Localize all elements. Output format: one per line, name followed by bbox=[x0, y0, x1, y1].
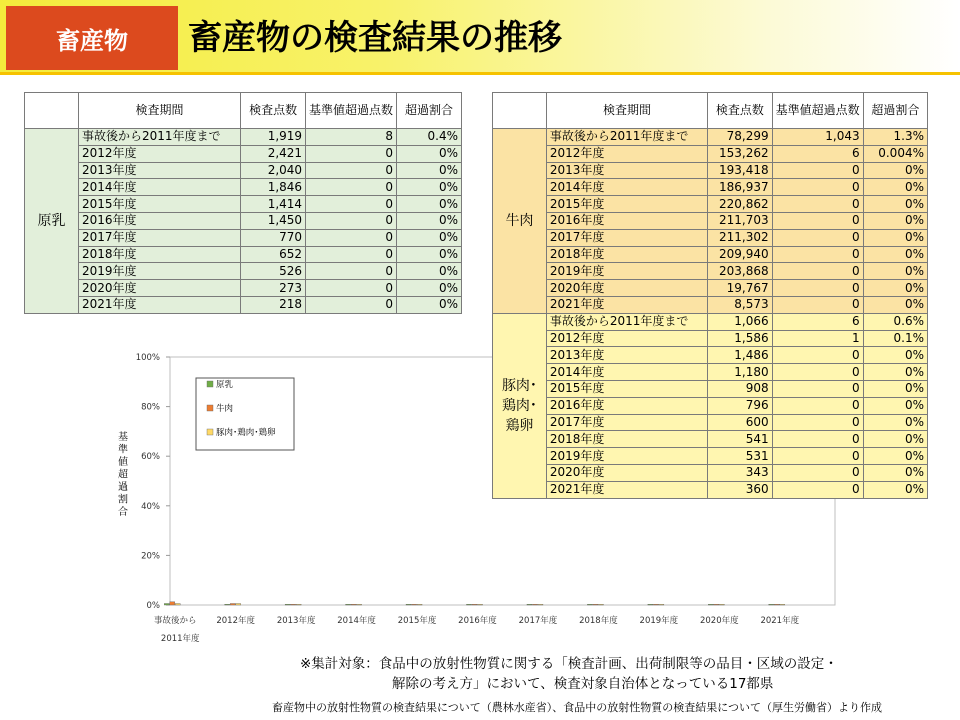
exceed-cell: 0 bbox=[772, 464, 863, 481]
exceed-cell: 0 bbox=[772, 280, 863, 297]
bar bbox=[780, 604, 785, 605]
bar bbox=[527, 604, 532, 605]
period-cell: 2015年度 bbox=[546, 196, 707, 213]
table-row bbox=[25, 179, 462, 196]
bar bbox=[648, 604, 653, 605]
bar bbox=[472, 604, 477, 605]
period-cell: 事故後から2011年度まで bbox=[546, 313, 707, 330]
bar bbox=[175, 604, 180, 606]
table-row bbox=[493, 129, 928, 146]
period-cell: 2016年度 bbox=[546, 212, 707, 229]
ratio-cell: 0% bbox=[863, 414, 927, 431]
table-row bbox=[493, 414, 928, 431]
x-tick-label: 2019年度 bbox=[639, 616, 679, 626]
ratio-cell: 0% bbox=[863, 448, 927, 465]
exceed-cell: 0 bbox=[772, 179, 863, 196]
legend-swatch bbox=[207, 429, 213, 435]
group-label: 原乳 bbox=[25, 129, 79, 314]
legend-swatch bbox=[207, 405, 213, 411]
ratio-cell: 0% bbox=[863, 162, 927, 179]
x-tick-label: 2020年度 bbox=[699, 616, 739, 626]
period-cell: 2014年度 bbox=[546, 179, 707, 196]
table-row bbox=[493, 212, 928, 229]
x-tick-label: 事故後から bbox=[153, 616, 197, 626]
legend-label: 牛肉 bbox=[216, 404, 234, 414]
count-cell: 343 bbox=[708, 464, 773, 481]
header-underline bbox=[0, 72, 960, 75]
ratio-cell: 0% bbox=[863, 380, 927, 397]
exceed-cell: 0 bbox=[772, 246, 863, 263]
count-header: 検査点数 bbox=[708, 93, 773, 129]
count-cell: 360 bbox=[708, 481, 773, 498]
y-tick-label: 20% bbox=[141, 551, 160, 562]
table-row bbox=[25, 212, 462, 229]
period-cell: 2017年度 bbox=[78, 229, 240, 246]
table-row bbox=[493, 246, 928, 263]
exceed-cell: 0 bbox=[772, 347, 863, 364]
exceed-cell: 0 bbox=[306, 162, 397, 179]
x-tick-label: 2017年度 bbox=[518, 616, 558, 626]
bar bbox=[351, 604, 356, 605]
group-header bbox=[493, 93, 547, 129]
period-header: 検査期間 bbox=[78, 93, 240, 129]
y-axis-label: 基準値超過割合 bbox=[118, 432, 128, 518]
table-row bbox=[493, 280, 928, 297]
period-cell: 2012年度 bbox=[546, 330, 707, 347]
ratio-cell: 0% bbox=[863, 263, 927, 280]
count-cell: 526 bbox=[241, 263, 306, 280]
period-cell: 2018年度 bbox=[546, 431, 707, 448]
exceed-cell: 0 bbox=[306, 263, 397, 280]
count-cell: 1,486 bbox=[708, 347, 773, 364]
ratio-cell: 0.6% bbox=[863, 313, 927, 330]
page-title: 畜産物の検査結果の推移 bbox=[188, 17, 562, 58]
legend-swatch bbox=[207, 381, 213, 387]
count-cell: 770 bbox=[241, 229, 306, 246]
ratio-cell: 0% bbox=[863, 364, 927, 381]
exceed-cell: 0 bbox=[772, 414, 863, 431]
bar bbox=[467, 604, 472, 605]
exceed-cell: 6 bbox=[772, 313, 863, 330]
exceed-cell: 0 bbox=[772, 296, 863, 313]
period-cell: 2019年度 bbox=[546, 263, 707, 280]
table-row bbox=[25, 296, 462, 313]
period-cell: 2017年度 bbox=[546, 414, 707, 431]
period-cell: 2013年度 bbox=[546, 162, 707, 179]
count-cell: 273 bbox=[241, 280, 306, 297]
exceed-cell: 6 bbox=[772, 145, 863, 162]
ratio-cell: 0% bbox=[397, 246, 462, 263]
table-row bbox=[25, 145, 462, 162]
period-cell: 2012年度 bbox=[78, 145, 240, 162]
period-cell: 2021年度 bbox=[78, 296, 240, 313]
ratio-cell: 1.3% bbox=[863, 129, 927, 146]
period-cell: 2015年度 bbox=[78, 196, 240, 213]
period-cell: 事故後から2011年度まで bbox=[546, 129, 707, 146]
table-row bbox=[25, 129, 462, 146]
bar bbox=[708, 604, 713, 605]
count-cell: 209,940 bbox=[708, 246, 773, 263]
period-cell: 2020年度 bbox=[546, 464, 707, 481]
bar bbox=[346, 604, 351, 605]
ratio-cell: 0% bbox=[863, 246, 927, 263]
table-row bbox=[493, 229, 928, 246]
exceed-cell: 0 bbox=[306, 280, 397, 297]
bar bbox=[598, 604, 603, 605]
count-header: 検査点数 bbox=[241, 93, 306, 129]
ratio-cell: 0% bbox=[863, 431, 927, 448]
table-row bbox=[493, 364, 928, 381]
count-cell: 193,418 bbox=[708, 162, 773, 179]
count-cell: 211,302 bbox=[708, 229, 773, 246]
table-row bbox=[493, 330, 928, 347]
count-cell: 211,703 bbox=[708, 212, 773, 229]
bar bbox=[285, 604, 290, 605]
legend-label: 豚肉･鶏肉･鶏卵 bbox=[216, 428, 276, 438]
count-cell: 908 bbox=[708, 380, 773, 397]
footnote-line-1: ※集計対象：食品中の放射性物質に関する「検査計画、出荷制限等の品目・区域の設定・ bbox=[300, 656, 838, 672]
bar bbox=[406, 604, 411, 605]
group-label: 牛肉 bbox=[493, 129, 547, 314]
count-cell: 541 bbox=[708, 431, 773, 448]
bar bbox=[478, 604, 483, 605]
table-row bbox=[493, 380, 928, 397]
ratio-cell: 0% bbox=[397, 263, 462, 280]
bar bbox=[653, 604, 658, 605]
ratio-cell: 0% bbox=[397, 280, 462, 297]
count-cell: 186,937 bbox=[708, 179, 773, 196]
exceed-cell: 0 bbox=[772, 380, 863, 397]
ratio-cell: 0% bbox=[397, 145, 462, 162]
footnote-line-2: 解除の考え方」において、検査対象自治体となっている17都県 bbox=[392, 676, 774, 692]
table-row bbox=[493, 397, 928, 414]
ratio-cell: 0% bbox=[863, 347, 927, 364]
exceed-cell: 0 bbox=[306, 145, 397, 162]
table-row bbox=[25, 229, 462, 246]
bar bbox=[230, 604, 235, 606]
period-cell: 2021年度 bbox=[546, 296, 707, 313]
y-tick-label: 100% bbox=[135, 353, 160, 363]
table-row bbox=[493, 481, 928, 498]
table-row bbox=[493, 448, 928, 465]
period-cell: 2016年度 bbox=[78, 212, 240, 229]
bar bbox=[774, 604, 779, 605]
exceed-cell: 0 bbox=[306, 196, 397, 213]
count-cell: 1,919 bbox=[241, 129, 306, 146]
period-cell: 2021年度 bbox=[546, 481, 707, 498]
ratio-cell: 0% bbox=[397, 296, 462, 313]
footnote bbox=[300, 654, 838, 694]
ratio-cell: 0% bbox=[863, 397, 927, 414]
beef-pork-table bbox=[492, 92, 928, 499]
ratio-header: 超過割合 bbox=[863, 93, 927, 129]
x-tick-label: 2016年度 bbox=[458, 616, 497, 626]
exceed-cell: 0 bbox=[772, 263, 863, 280]
ratio-cell: 0% bbox=[863, 179, 927, 196]
x-tick-label: 2012年度 bbox=[216, 616, 256, 626]
count-cell: 796 bbox=[708, 397, 773, 414]
exceed-cell: 0 bbox=[772, 397, 863, 414]
x-tick-label: 2021年度 bbox=[760, 616, 800, 626]
count-cell: 2,421 bbox=[241, 145, 306, 162]
x-tick-label: 2014年度 bbox=[337, 616, 376, 626]
bar bbox=[532, 604, 537, 605]
x-tick-label: 2011年度 bbox=[160, 634, 200, 644]
period-cell: 事故後から2011年度まで bbox=[78, 129, 240, 146]
legend-box bbox=[196, 378, 294, 450]
table-row bbox=[25, 263, 462, 280]
period-cell: 2018年度 bbox=[546, 246, 707, 263]
count-cell: 600 bbox=[708, 414, 773, 431]
count-cell: 652 bbox=[241, 246, 306, 263]
exceed-cell: 1,043 bbox=[772, 129, 863, 146]
exceed-cell: 0 bbox=[306, 212, 397, 229]
y-tick-label: 0% bbox=[146, 601, 160, 611]
exceed-cell: 0 bbox=[772, 212, 863, 229]
milk-table bbox=[24, 92, 462, 314]
count-cell: 19,767 bbox=[708, 280, 773, 297]
table-row bbox=[493, 347, 928, 364]
count-cell: 1,180 bbox=[708, 364, 773, 381]
exceed-cell: 0 bbox=[772, 481, 863, 498]
period-cell: 2013年度 bbox=[546, 347, 707, 364]
period-cell: 2014年度 bbox=[78, 179, 240, 196]
ratio-header: 超過割合 bbox=[397, 93, 462, 129]
ratio-cell: 0% bbox=[863, 212, 927, 229]
bar bbox=[659, 604, 664, 605]
count-cell: 1,414 bbox=[241, 196, 306, 213]
group-label: 豚肉･ 鶏肉･ 鶏卵 bbox=[493, 313, 547, 498]
period-cell: 2017年度 bbox=[546, 229, 707, 246]
source-credit: 畜産物中の放射性物質の検査結果について（農林水産省）、食品中の放射性物質の検査結果について（厚生労働省）より作成 bbox=[272, 701, 883, 714]
exceed-cell: 0 bbox=[306, 229, 397, 246]
bar bbox=[296, 604, 301, 605]
exceed-cell: 0 bbox=[772, 196, 863, 213]
count-cell: 220,862 bbox=[708, 196, 773, 213]
ratio-cell: 0% bbox=[397, 229, 462, 246]
exceed-cell: 0 bbox=[306, 179, 397, 196]
exceed-cell: 0 bbox=[306, 296, 397, 313]
x-tick-label: 2015年度 bbox=[397, 616, 437, 626]
exceed-header: 基準値超過点数 bbox=[772, 93, 863, 129]
table-row bbox=[493, 296, 928, 313]
table-row bbox=[493, 162, 928, 179]
exceed-cell: 0 bbox=[772, 364, 863, 381]
bar bbox=[291, 604, 296, 605]
exceed-cell: 0 bbox=[772, 162, 863, 179]
table-row bbox=[493, 145, 928, 162]
table-row bbox=[493, 464, 928, 481]
exceed-cell: 1 bbox=[772, 330, 863, 347]
exceed-cell: 0 bbox=[772, 229, 863, 246]
x-tick-label: 2013年度 bbox=[276, 616, 316, 626]
count-cell: 1,846 bbox=[241, 179, 306, 196]
count-cell: 1,586 bbox=[708, 330, 773, 347]
count-cell: 8,573 bbox=[708, 296, 773, 313]
bar bbox=[225, 604, 230, 605]
bar bbox=[236, 604, 241, 606]
ratio-cell: 0% bbox=[863, 296, 927, 313]
count-cell: 153,262 bbox=[708, 145, 773, 162]
table-row bbox=[25, 162, 462, 179]
ratio-cell: 0% bbox=[397, 196, 462, 213]
count-cell: 1,450 bbox=[241, 212, 306, 229]
count-cell: 78,299 bbox=[708, 129, 773, 146]
exceed-header: 基準値超過点数 bbox=[306, 93, 397, 129]
period-header: 検査期間 bbox=[546, 93, 707, 129]
ratio-cell: 0% bbox=[397, 212, 462, 229]
table-row bbox=[25, 246, 462, 263]
bar bbox=[587, 604, 592, 605]
exceed-cell: 8 bbox=[306, 129, 397, 146]
bar bbox=[164, 604, 169, 606]
ratio-cell: 0% bbox=[863, 481, 927, 498]
table-row bbox=[493, 431, 928, 448]
group-header bbox=[25, 93, 79, 129]
table-row bbox=[25, 280, 462, 297]
exceed-cell: 0 bbox=[772, 431, 863, 448]
period-cell: 2019年度 bbox=[546, 448, 707, 465]
count-cell: 2,040 bbox=[241, 162, 306, 179]
count-cell: 1,066 bbox=[708, 313, 773, 330]
bar bbox=[538, 604, 543, 605]
period-cell: 2016年度 bbox=[546, 397, 707, 414]
exceed-cell: 0 bbox=[306, 246, 397, 263]
period-cell: 2013年度 bbox=[78, 162, 240, 179]
bar bbox=[719, 604, 724, 605]
ratio-cell: 0% bbox=[863, 196, 927, 213]
period-cell: 2018年度 bbox=[78, 246, 240, 263]
y-tick-label: 60% bbox=[141, 452, 160, 463]
bar bbox=[417, 604, 422, 605]
x-tick-label: 2018年度 bbox=[579, 616, 618, 626]
bar bbox=[357, 604, 362, 605]
ratio-cell: 0% bbox=[397, 162, 462, 179]
period-cell: 2015年度 bbox=[546, 380, 707, 397]
table-row bbox=[493, 196, 928, 213]
bar bbox=[714, 604, 719, 605]
bar bbox=[769, 604, 774, 605]
ratio-cell: 0.004% bbox=[863, 145, 927, 162]
table-row bbox=[493, 263, 928, 280]
bar bbox=[412, 604, 417, 605]
period-cell: 2012年度 bbox=[546, 145, 707, 162]
period-cell: 2019年度 bbox=[78, 263, 240, 280]
y-tick-label: 40% bbox=[141, 501, 160, 512]
table-row bbox=[25, 196, 462, 213]
table-row bbox=[493, 179, 928, 196]
exceed-cell: 0 bbox=[772, 448, 863, 465]
y-tick-label: 80% bbox=[141, 402, 160, 413]
count-cell: 531 bbox=[708, 448, 773, 465]
ratio-cell: 0% bbox=[863, 229, 927, 246]
ratio-cell: 0% bbox=[397, 179, 462, 196]
bar bbox=[593, 604, 598, 605]
ratio-cell: 0% bbox=[863, 280, 927, 297]
ratio-cell: 0% bbox=[863, 464, 927, 481]
bar bbox=[170, 602, 175, 605]
count-cell: 203,868 bbox=[708, 263, 773, 280]
ratio-cell: 0.4% bbox=[397, 129, 462, 146]
period-cell: 2014年度 bbox=[546, 364, 707, 381]
period-cell: 2020年度 bbox=[546, 280, 707, 297]
legend-label: 原乳 bbox=[216, 380, 234, 390]
section-badge: 畜産物 bbox=[6, 6, 178, 70]
ratio-cell: 0.1% bbox=[863, 330, 927, 347]
period-cell: 2020年度 bbox=[78, 280, 240, 297]
table-row bbox=[493, 313, 928, 330]
count-cell: 218 bbox=[241, 296, 306, 313]
